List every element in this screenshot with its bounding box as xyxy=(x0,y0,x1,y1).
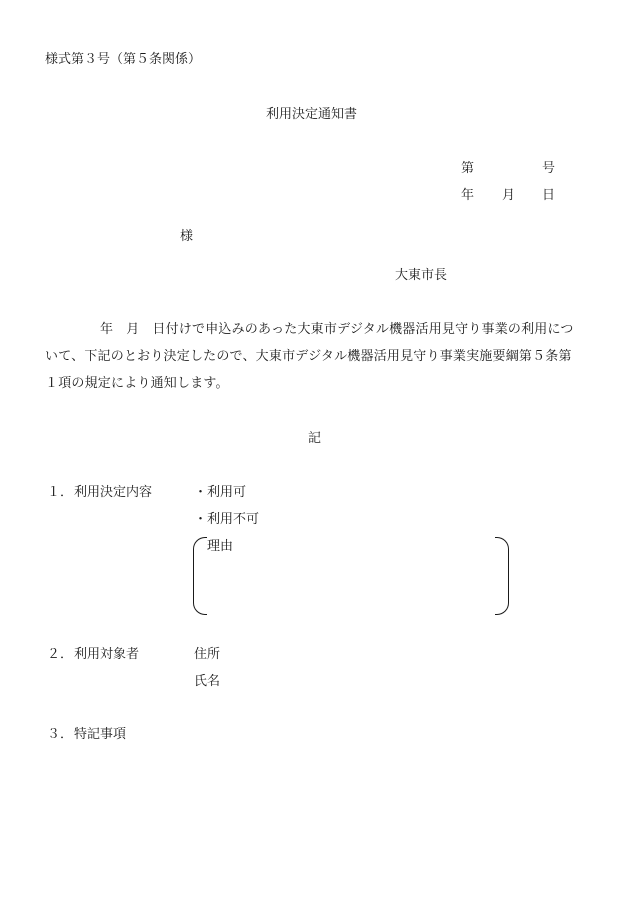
reason-bracket-right xyxy=(495,537,509,615)
section-1-label: 利用決定内容 xyxy=(74,485,153,500)
body-line-1-text: 日付けで申込みのあった大東市デジタル機器活用見守り事業の利用につ xyxy=(152,322,574,337)
ki-heading: 記 xyxy=(308,431,322,446)
doc-number-go: 号 xyxy=(542,161,556,176)
issuer: 大東市長 xyxy=(395,268,448,283)
body-line-3: １項の規定により通知します。 xyxy=(45,376,229,391)
section-2-number: ２． xyxy=(47,647,74,662)
reason-bracket-left xyxy=(193,537,207,615)
body-line-2: いて、下記のとおり決定したので、大東市デジタル機器活用見守り事業実施要綱第５条第 xyxy=(45,349,572,364)
option-rejected: ・利用不可 xyxy=(194,512,260,527)
body-year: 年 xyxy=(100,322,114,337)
section-2-label: 利用対象者 xyxy=(74,647,140,662)
addressee-suffix: 様 xyxy=(180,229,194,244)
section-3-number: ３． xyxy=(47,727,74,742)
date-month: 月 xyxy=(502,188,516,203)
section-3-label: 特記事項 xyxy=(74,727,127,742)
date-day: 日 xyxy=(542,188,556,203)
document-title: 利用決定通知書 xyxy=(266,107,358,122)
date-year: 年 xyxy=(461,188,475,203)
option-approved: ・利用可 xyxy=(194,485,247,500)
body-month: 月 xyxy=(126,322,140,337)
body-line-1 xyxy=(45,323,585,336)
doc-number-dai: 第 xyxy=(461,161,475,176)
section-1-number: １． xyxy=(47,485,74,500)
reason-label: 理由 xyxy=(207,539,234,554)
address-label: 住所 xyxy=(194,647,221,662)
name-label: 氏名 xyxy=(194,674,221,689)
form-number: 様式第３号（第５条関係） xyxy=(45,52,202,67)
